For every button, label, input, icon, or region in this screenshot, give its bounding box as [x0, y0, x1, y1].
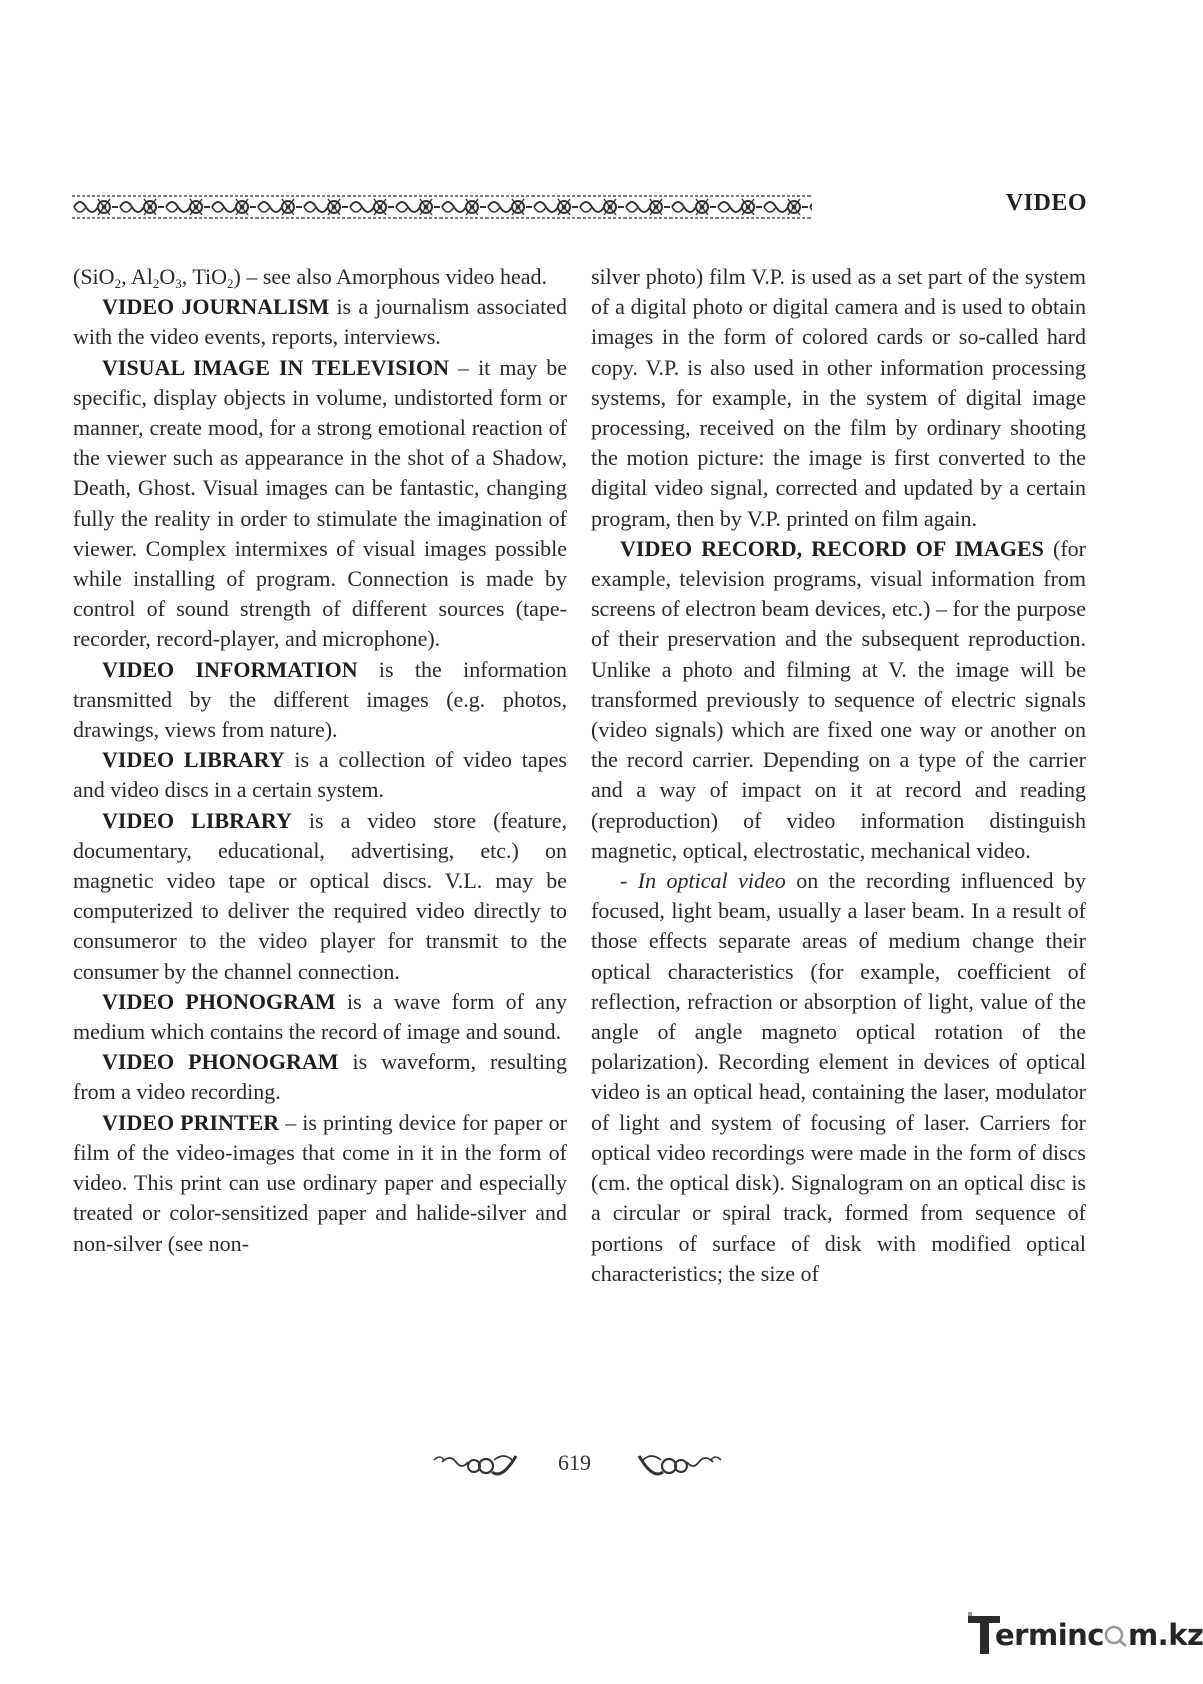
entry-definition: – it may be specific, display objects in volume, undistorted form or manner, create mood, for a strong emotional reaction of the viewer such as appearance in the shot of a Shadow, Death, Ghost. Visual images can be fantastic, changing fully the reality in order to stimulate the imagination of viewer. Complex intermixes of visual images possible while installing of program. Connection is made by control of sound strength of different sources (tape-recorder, record-player, and microphone).	[73, 354, 567, 652]
entry-term: VIDEO PHONOGRAM	[102, 988, 336, 1014]
entry-visual-image-in-television	[73, 353, 567, 655]
paragraph-continuation: (SiO$_2$, $Al_2O_3$, TiO$_2$) – see also Amorphous video head.	[73, 264, 547, 291]
entry-video-phonogram-1	[73, 987, 567, 1047]
page-footer	[0, 1448, 1191, 1488]
entry-video-phonogram-2	[73, 1047, 567, 1107]
scroll-flourish-right-icon	[637, 1450, 723, 1482]
magnifier-o-icon	[1104, 1620, 1128, 1642]
entry-definition: – is printing device for paper or film of the video-images that come in it in the form of video. This print can use ordinary paper and especially treated or color-sensitized paper and halide-silver and non-silver (see non-	[73, 1109, 567, 1256]
page-number: 619	[558, 1450, 591, 1475]
entry-term: VIDEO LIBRARY	[102, 807, 292, 833]
subentry-term: In optical video	[637, 868, 786, 894]
scroll-flourish-left-icon	[432, 1450, 518, 1482]
left-text-column	[73, 262, 567, 1259]
entry-video-printer	[73, 1108, 567, 1259]
entry-definition: is a wave form of any medium which contains the record of image and sound.	[73, 988, 567, 1045]
paragraph-continuation: silver photo) film V.P. is used as a set part of the system of a digital photo or digital camera and is used to obtain images in the form of colored cards or so-called hard copy. V.P. is also used in other information processing systems, for example, in the system of digital image processing, received on the film by ordinary shooting the motion picture: the image is first converted to the digital video signal, corrected and updated by a certain program, then by V.P. printed on film again.	[591, 264, 1086, 531]
watermark-text: erminc m.kz	[995, 1618, 1203, 1652]
subentry-definition: on the recording influenced by focused, light beam, usually a laser beam. In a result of those effects separate areas of medium change their optical characteristics (for example, coefficient of reflection, refraction or absorption of light, value of the angle of angle magneto optical rotation of the polarization). Recording element in devices of optical video is an optical head, containing the laser, modulator of light and system of focusing of laser. Carriers for optical video recordings were made in the form of discs (cm. the optical disk). Signalogram on an optical disc is a circular or spiral track, formed from sequence of portions of surface of disk with modified optical characteristics; the size of	[591, 868, 1087, 1286]
entry-video-journalism	[73, 292, 567, 352]
entry-definition: is a collection of video tapes and video discs in a certain system.	[73, 747, 567, 803]
entry-video-library-2	[73, 806, 567, 987]
entry-video-library-1	[73, 745, 567, 805]
entry-term: VIDEO JOURNALISM	[102, 294, 330, 320]
right-text-column	[591, 262, 1086, 1289]
entry-term: VIDEO INFORMATION	[102, 656, 358, 682]
entry-definition: is waveform, resulting from a video recording.	[73, 1049, 567, 1105]
entry-term: VISUAL IMAGE IN TELEVISION	[102, 354, 450, 380]
entry-video-information	[73, 655, 567, 746]
entry-definition: is the information transmitted by the different images (e.g. photos, drawings, views from nature).	[73, 656, 567, 743]
subentry-optical-video: - In optical video on the recording influenced by focused, light beam, usually a laser beam. In a result of those effects separate areas of medium change their optical characteristics (for example, coefficient of reflection, refraction or absorption of light, value of the angle of angle magneto optical rotation of the polarization). Recording element in devices of optical video is an optical head, containing the laser, modulator of light and system of focusing of laser. Carriers for optical video recordings were made in the form of discs (cm. the optical disk). Signalogram on an optical disc is a circular or spiral track, formed from sequence of portions of surface of disk with modified optical characteristics; the size of	[591, 868, 1087, 1286]
entry-term: VIDEO LIBRARY	[102, 747, 285, 773]
termincom-watermark	[968, 1612, 1203, 1662]
entry-video-record	[591, 534, 1086, 866]
entry-term: VIDEO RECORD, RECORD OF IMAGES	[620, 535, 1044, 561]
entry-definition: is a video store (feature, documentary, educational, advertising, etc.) on magnetic video tape or optical discs. V.L. may be computerized to deliver the required video directly to consumeror to the video player for transmit to the consumer by the channel connection.	[73, 807, 568, 984]
running-header-title: VIDEO	[1005, 190, 1087, 216]
entry-term: VIDEO PRINTER	[102, 1109, 280, 1135]
entry-definition: is a journalism associated with the video events, reports, interviews.	[73, 294, 567, 350]
entry-term: VIDEO PHONOGRAM	[102, 1049, 339, 1075]
entry-definition: (for example, television programs, visual information from screens of electron beam devices, etc.) – for the purpose of their preservation and the subsequent reproduction. Unlike a photo and filming at V. the image will be transformed previously to sequence of electric signals (video signals) which are fixed one way or another on the record carrier. Depending on a type of the carrier and a way of impact on it at record and reading (reproduction) of video information distinguish magnetic, optical, electrostatic, mechanical video.	[591, 535, 1086, 863]
ornamental-border-icon	[72, 193, 812, 221]
